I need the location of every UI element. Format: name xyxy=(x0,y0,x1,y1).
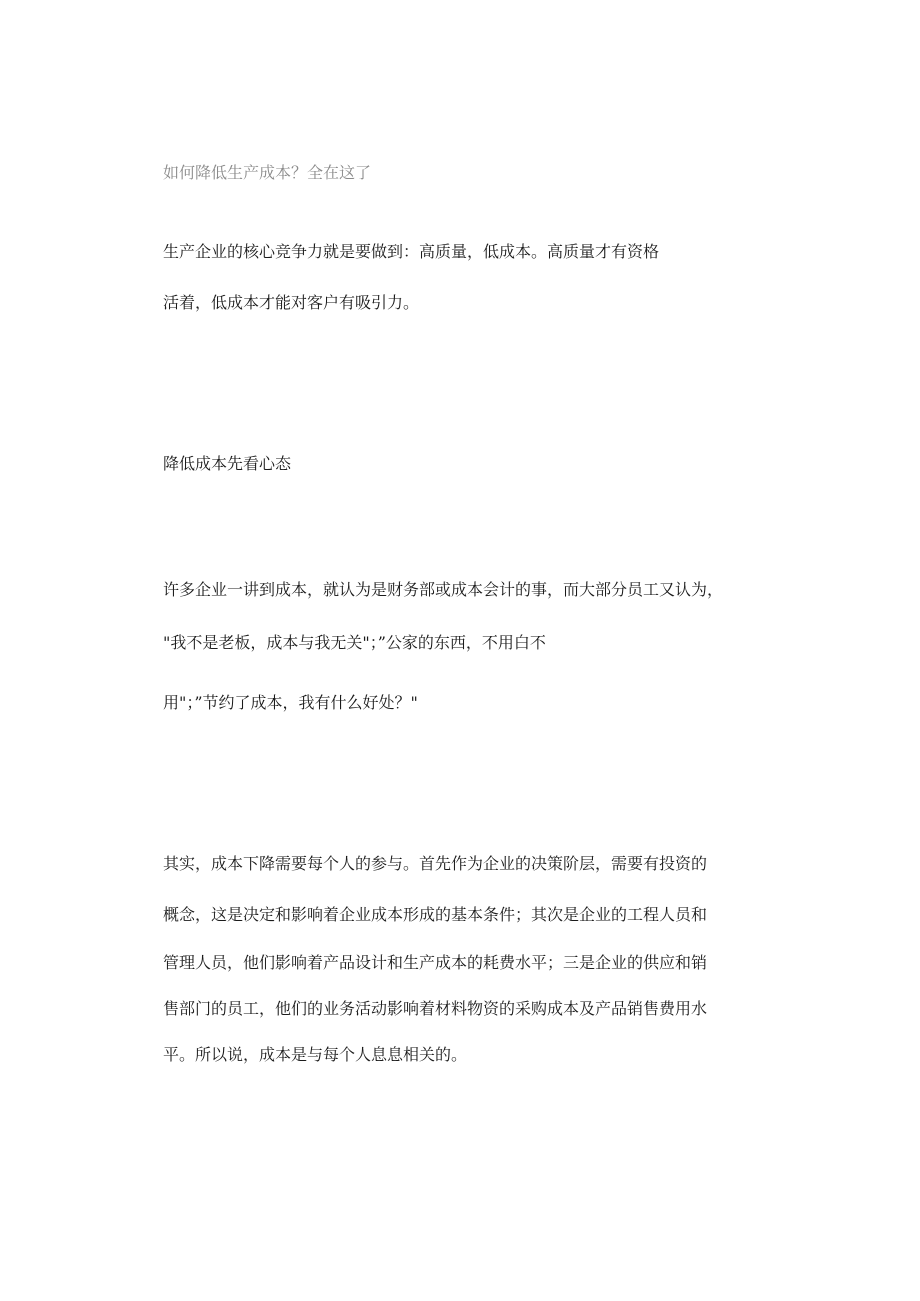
document-title: 如何降低生产成本？全在这了 xyxy=(163,163,372,182)
paragraph-1-line-2: "我不是老板，成本与我无关"；”公家的东西，不用白不 xyxy=(163,633,546,652)
intro-line-1: 生产企业的核心竞争力就是要做到：高质量，低成本。高质量才有资格 xyxy=(163,242,660,261)
paragraph-1-line-3: 用"；”节约了成本，我有什么好处？" xyxy=(163,693,418,712)
paragraph-2-line-5: 平。所以说，成本是与每个人息息相关的。 xyxy=(163,1045,468,1064)
section-heading: 降低成本先看心态 xyxy=(163,454,292,473)
intro-line-2: 活着，低成本才能对客户有吸引力。 xyxy=(163,293,420,312)
paragraph-2-line-2: 概念，这是决定和影响着企业成本形成的基本条件；其次是企业的工程人员和 xyxy=(163,905,708,924)
paragraph-2-line-3: 管理人员，他们影响着产品设计和生产成本的耗费水平；三是企业的供应和销 xyxy=(163,953,708,972)
paragraph-1-line-1: 许多企业一讲到成本，就认为是财务部或成本会计的事，而大部分员工又认为， xyxy=(163,580,724,599)
paragraph-2-line-4: 售部门的员工，他们的业务活动影响着材料物资的采购成本及产品销售费用水 xyxy=(163,999,708,1018)
paragraph-2-line-1: 其实，成本下降需要每个人的参与。首先作为企业的决策阶层，需要有投资的 xyxy=(163,854,708,873)
